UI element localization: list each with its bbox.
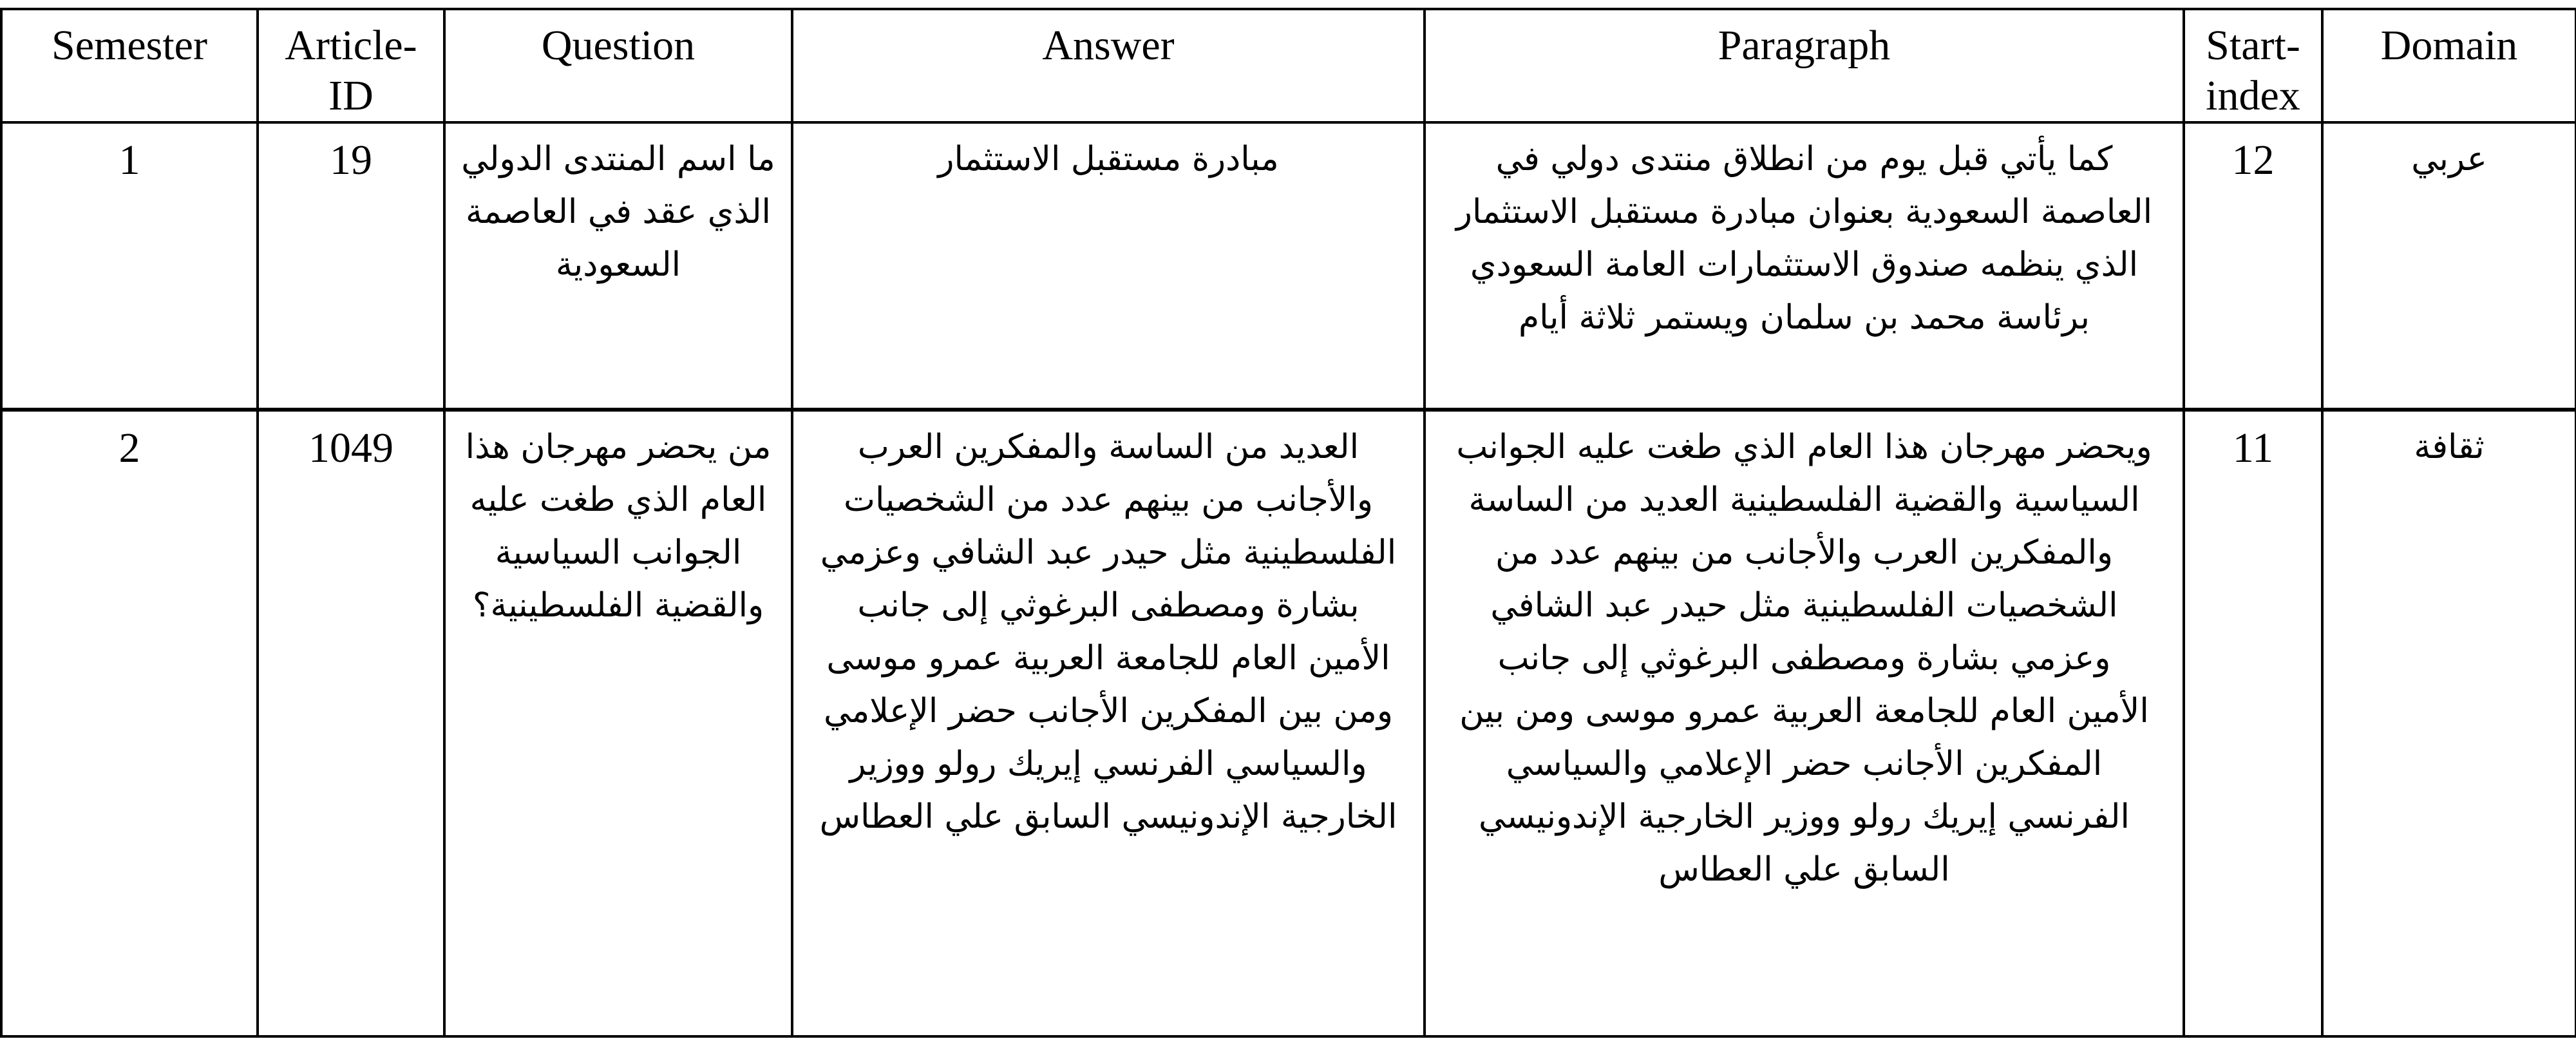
cell-semester: 1 <box>1 122 258 410</box>
cell-domain: عربي <box>2322 122 2576 410</box>
cell-semester: 2 <box>1 410 258 1036</box>
cell-paragraph: كما يأتي قبل يوم من انطلاق منتدى دولي في العاصمة السعودية بعنوان مبادرة مستقبل الاستثمار الذي ينظمه صندوق الاستثمارات العامة السعودي برئاسة محمد بن سلمان ويستمر ثلاثة أيام <box>1425 122 2184 410</box>
qa-dataset-table <box>0 8 2576 1038</box>
cell-start-index: 11 <box>2184 410 2322 1036</box>
cell-question: من يحضر مهرجان هذا العام الذي طغت عليه الجوانب السياسية والقضية الفلسطينية؟ <box>444 410 792 1036</box>
cell-article-id: 19 <box>258 122 444 410</box>
header-article-id: Article- ID <box>258 9 444 122</box>
cell-domain: ثقافة <box>2322 410 2576 1036</box>
cell-article-id: 1049 <box>258 410 444 1036</box>
header-start-index: Start- index <box>2184 9 2322 122</box>
cell-answer: العديد من الساسة والمفكرين العرب والأجانب من بينهم عدد من الشخصيات الفلسطينية مثل حيدر عبد الشافي وعزمي بشارة ومصطفى البرغوثي إلى جانب الأمين العام للجامعة العربية عمرو موسى ومن بين المفكرين الأجانب حضر الإعلامي والسياسي الفرنسي إيريك رولو ووزير الخارجية الإندونيسي السابق علي العطاس <box>792 410 1425 1036</box>
qa-dataset-table-container <box>0 8 2575 1038</box>
cell-answer: مبادرة مستقبل الاستثمار <box>792 122 1425 410</box>
cell-start-index: 12 <box>2184 122 2322 410</box>
table-row <box>1 410 2576 1036</box>
header-row <box>1 9 2576 122</box>
header-question: Question <box>444 9 792 122</box>
cell-question: ما اسم المنتدى الدولي الذي عقد في العاصمة السعودية <box>444 122 792 410</box>
header-domain: Domain <box>2322 9 2576 122</box>
cell-paragraph: ويحضر مهرجان هذا العام الذي طغت عليه الجوانب السياسية والقضية الفلسطينية العديد من الساسة والمفكرين العرب والأجانب من بينهم عدد من الشخصيات الفلسطينية مثل حيدر عبد الشافي وعزمي بشارة ومصطفى البرغوثي إلى جانب الأمين العام للجامعة العربية عمرو موسى ومن بين المفكرين الأجانب حضر الإعلامي والسياسي الفرنسي إيريك رولو ووزير الخارجية الإندونيسي السابق علي العطاس <box>1425 410 2184 1036</box>
header-answer: Answer <box>792 9 1425 122</box>
table-row <box>1 122 2576 410</box>
header-paragraph: Paragraph <box>1425 9 2184 122</box>
header-semester: Semester <box>1 9 258 122</box>
